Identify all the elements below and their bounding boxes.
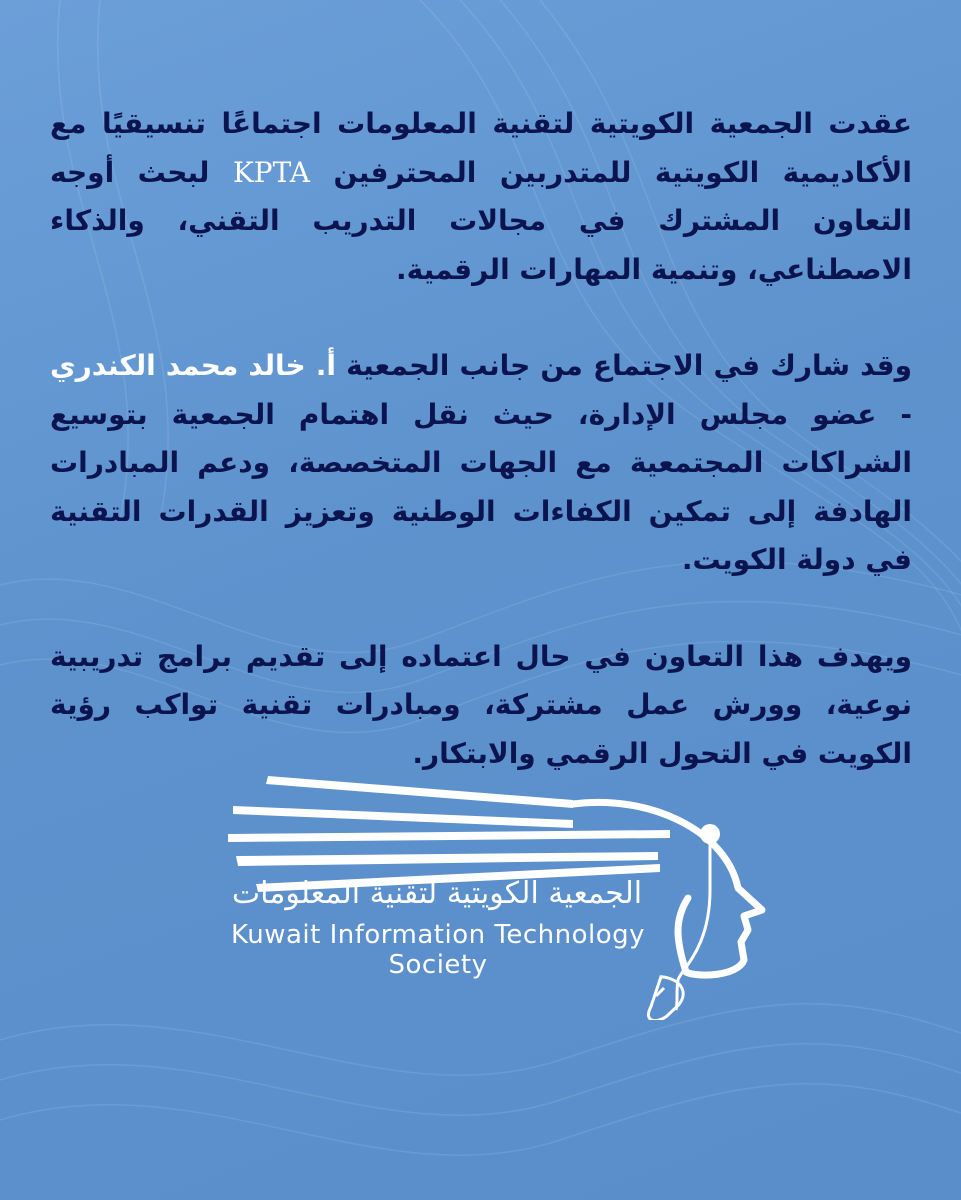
paragraph-1 bbox=[50, 100, 912, 294]
kits-logo bbox=[178, 770, 778, 1020]
paragraph-3-text: ويهدف هذا التعاون في حال اعتماده إلى تقديم برامج تدريبية نوعية، وورش عمل مشتركة، ومبادرات تقنية تواكب رؤية الكويت في التحول الرقمي والابتكار. bbox=[50, 639, 912, 770]
mouse-icon bbox=[643, 974, 686, 1020]
logo-english-name: Kuwait Information Technology Society bbox=[230, 920, 646, 980]
paragraph-2 bbox=[50, 342, 912, 585]
paragraph-1-intro: عقدت الجمعية الكويتية لتقنية المعلومات اجتماعًا تنسيقيًا مع الأكاديمية الكويتية للمتدربين المحترفين bbox=[50, 107, 912, 189]
paragraph-1-rest: لبحث أوجه التعاون المشترك في مجالات التدريب التقني، والذكاء الاصطناعي، وتنمية المهارات الرقمية. bbox=[50, 155, 912, 286]
participant-name: أ. خالد محمد الكندري bbox=[50, 349, 337, 382]
kpta-acronym: KPTA bbox=[232, 155, 311, 189]
post-text bbox=[50, 100, 912, 826]
paragraph-2-rest: - عضو مجلس الإدارة، حيث نقل اهتمام الجمعية بتوسيع الشراكات المجتمعية مع الجهات المتخصصة، ودعم المبادرات الهادفة إلى تمكين الكفاءات الوطنية وتعزيز القدرات التقنية في دولة الكويت. bbox=[50, 397, 912, 576]
logo-arabic-name: الجمعية الكويتية لتقنية المعلومات bbox=[231, 876, 643, 911]
paragraph-2-intro: وقد شارك في الاجتماع من جانب الجمعية bbox=[336, 349, 912, 382]
paragraph-3 bbox=[50, 633, 912, 779]
